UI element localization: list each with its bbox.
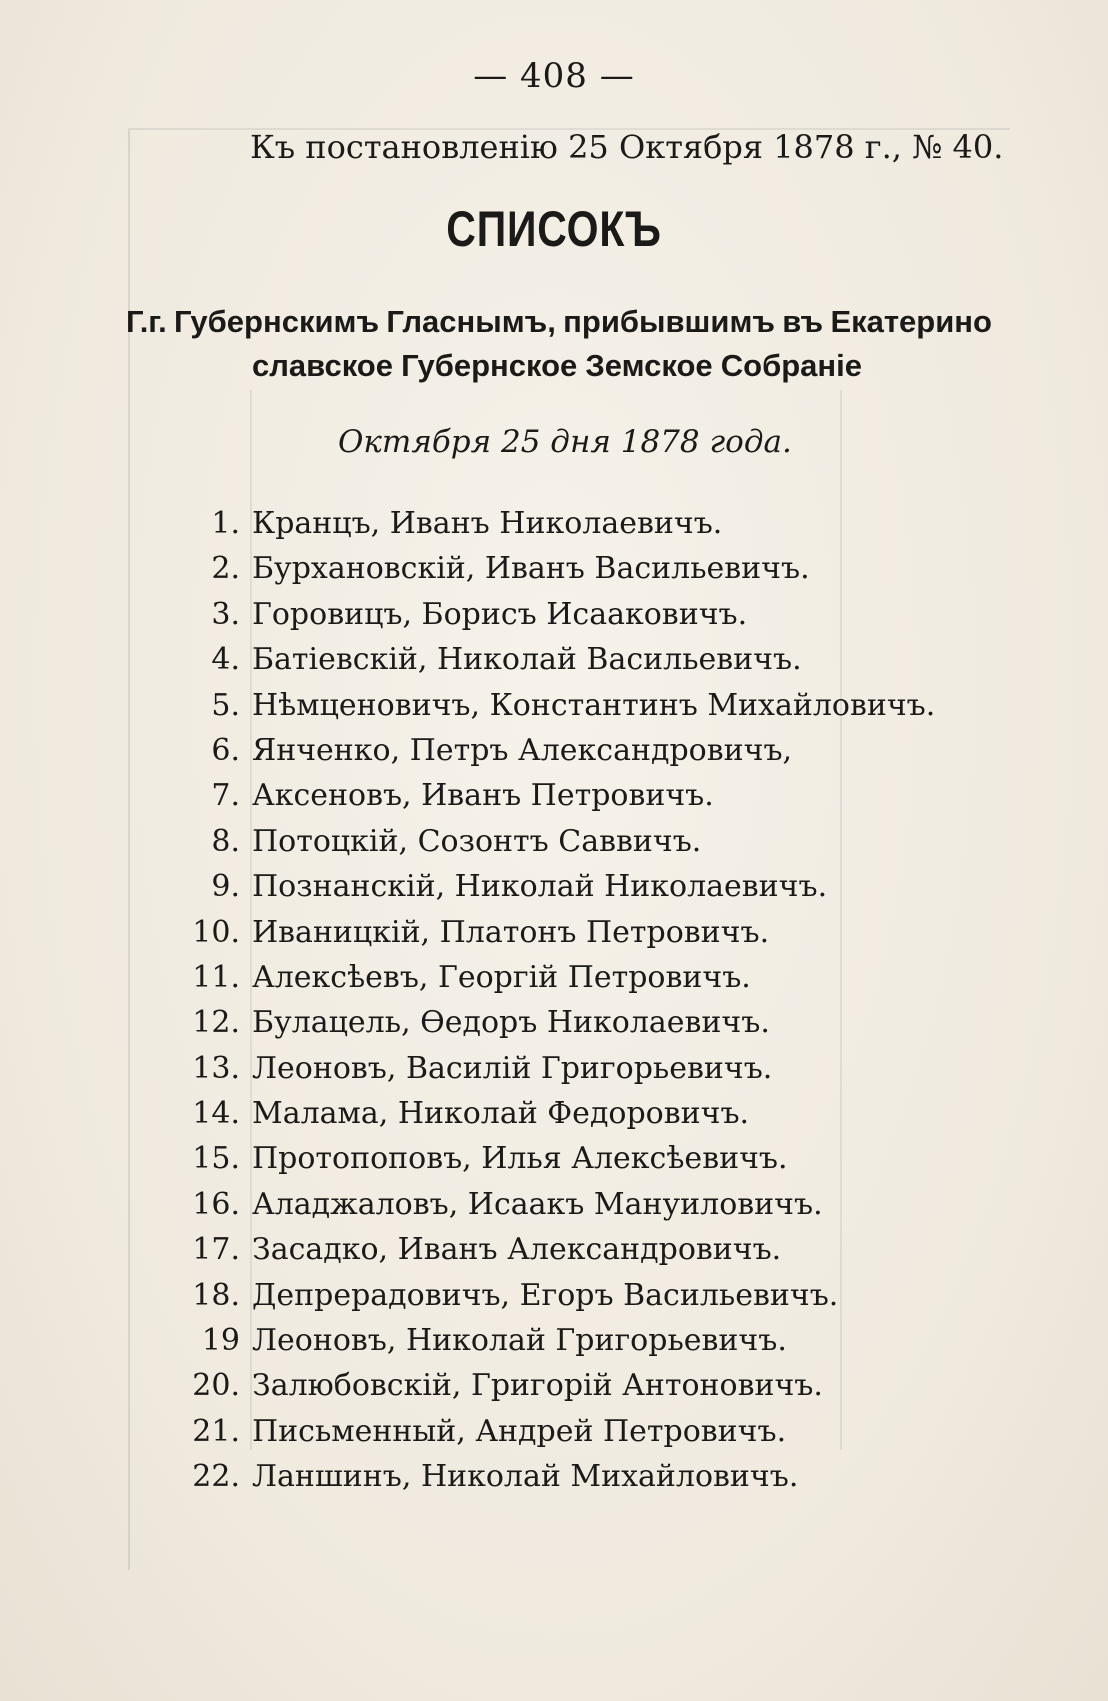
heading-line-2 — [252, 348, 862, 384]
member-number: 9. — [211, 869, 240, 905]
member-name: Засадко, Иванъ Александровичъ. — [252, 1232, 782, 1268]
list-item — [160, 773, 935, 818]
heading-word: Гласнымъ, — [386, 304, 556, 339]
member-number: 7. — [211, 778, 240, 814]
member-number: 1. — [211, 506, 240, 541]
member-name: Янченко, Петръ Александровичъ, — [252, 732, 793, 768]
list-item — [160, 1409, 935, 1454]
member-number: 17. — [192, 1232, 240, 1268]
member-name: Кранцъ, Иванъ Николаевичъ. — [252, 506, 723, 541]
member-number: 18. — [192, 1277, 240, 1313]
member-name: Ланшинъ, Николай Михайловичъ. — [252, 1459, 799, 1495]
member-name: Иваницкій, Платонъ Петровичъ. — [252, 914, 770, 950]
resolution-reference: Къ постановленію 25 Октября 1878 г., № 40. — [250, 128, 1004, 166]
member-name: Потоцкій, Созонтъ Саввичъ. — [252, 823, 702, 859]
list-item — [160, 864, 935, 909]
member-name: Аладжаловъ, Исаакъ Мануиловичъ. — [252, 1186, 823, 1222]
list-item — [160, 819, 935, 864]
heading-word: въ — [782, 304, 824, 339]
member-name: Письменный, Андрей Петровичъ. — [252, 1413, 787, 1449]
member-number: 16. — [192, 1186, 240, 1222]
member-name: Малама, Николай Федоровичъ. — [252, 1096, 750, 1132]
member-name: Познанскій, Николай Николаевичъ. — [252, 869, 828, 905]
member-number: 11. — [192, 959, 240, 995]
member-number: 8. — [211, 823, 240, 859]
heading-word: Г.г. — [126, 304, 167, 339]
list-item — [160, 1227, 935, 1272]
list-item — [160, 1273, 935, 1318]
heading-word: Екатерино — [830, 304, 992, 339]
member-name: Булацель, Ѳедоръ Николаевичъ. — [252, 1005, 770, 1041]
page-number: — 408 — — [473, 56, 635, 96]
member-name: Леоновъ, Николай Григорьевичъ. — [252, 1323, 787, 1359]
list-item — [160, 910, 935, 955]
list-item — [160, 592, 935, 637]
member-number: 2. — [211, 551, 240, 587]
list-item — [160, 683, 935, 728]
member-number: 20. — [192, 1368, 240, 1404]
member-name: Залюбовскій, Григорій Антоновичъ. — [252, 1368, 823, 1404]
list-item — [160, 546, 935, 591]
member-number: 15. — [192, 1141, 240, 1177]
member-number: 12. — [192, 1005, 240, 1041]
heading-line-1 — [126, 304, 992, 340]
member-name: Нѣмценовичъ, Константинъ Михайловичъ. — [252, 687, 936, 723]
member-number: 3. — [211, 596, 240, 632]
member-name: Аксеновъ, Иванъ Петровичъ. — [252, 778, 714, 814]
member-number: 5. — [211, 687, 240, 723]
list-item — [160, 501, 935, 546]
list-item — [160, 1318, 935, 1363]
member-number: 14. — [192, 1096, 240, 1132]
heading-word: Собраніе — [720, 348, 862, 383]
list-item — [160, 637, 935, 682]
heading-word: прибывшимъ — [563, 304, 775, 339]
member-number: 6. — [211, 732, 240, 768]
list-item — [160, 1046, 935, 1091]
list-item — [160, 1182, 935, 1227]
list-title: СПИСОКЪ — [446, 201, 662, 257]
list-item — [160, 1000, 935, 1045]
heading-word: Земское — [585, 348, 713, 383]
member-number: 22. — [192, 1459, 240, 1495]
member-number: 13. — [192, 1050, 240, 1086]
member-name: Горовицъ, Борисъ Исааковичъ. — [252, 596, 748, 632]
member-name: Депрерадовичъ, Егоръ Васильевичъ. — [252, 1277, 839, 1313]
member-name: Алексѣевъ, Георгій Петровичъ. — [252, 959, 751, 995]
member-number: 19 — [201, 1323, 240, 1359]
list-item — [160, 955, 935, 1000]
member-number: 4. — [211, 642, 240, 678]
member-name: Леоновъ, Василій Григорьевичъ. — [252, 1050, 773, 1086]
member-name: Протопоповъ, Илья Алексѣевичъ. — [252, 1141, 788, 1177]
list-item — [160, 1091, 935, 1136]
member-name: Бурхановскій, Иванъ Васильевичъ. — [252, 551, 810, 587]
member-number: 10. — [192, 914, 240, 950]
list-item — [160, 1136, 935, 1181]
member-number: 21. — [192, 1413, 240, 1449]
heading-word: Губернское — [401, 348, 578, 383]
list-item — [160, 1454, 935, 1499]
member-list — [160, 501, 935, 1500]
list-item — [160, 1363, 935, 1408]
date-line: Октября 25 дня 1878 года. — [338, 424, 792, 460]
heading-word: Губернскимъ — [174, 304, 380, 339]
member-name: Батіевскій, Николай Васильевичъ. — [252, 642, 802, 678]
list-item — [160, 728, 935, 773]
heading-word: славское — [252, 348, 393, 383]
